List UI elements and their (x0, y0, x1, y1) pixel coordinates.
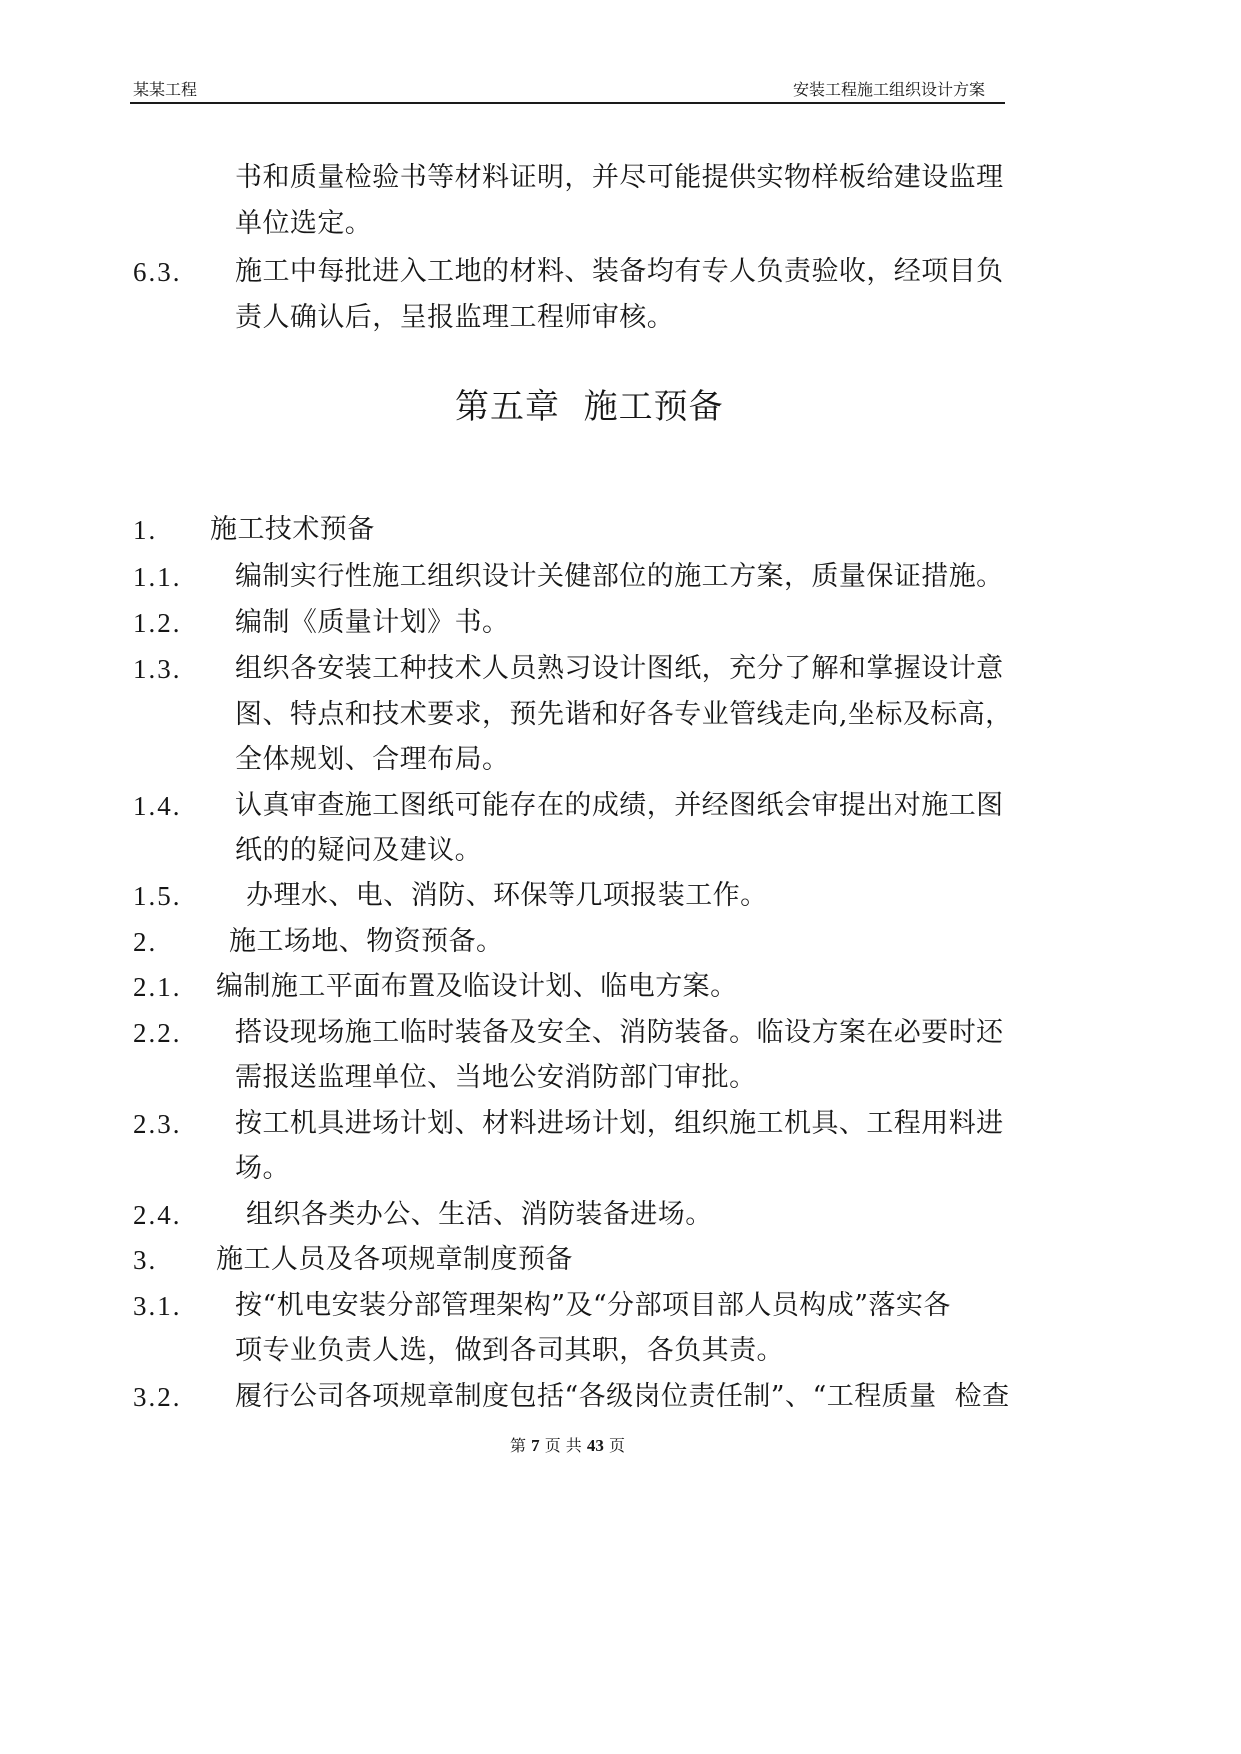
paragraph-line: 组织各类办公、生活、消防装备进场。 (246, 1199, 713, 1230)
header-rule (130, 102, 1005, 104)
section-heading: 施工技术预备 (210, 514, 375, 545)
paragraph-line: 全体规划、合理布局。 (235, 744, 510, 775)
footer-label-pages: 页 (608, 1436, 625, 1455)
section-heading: 施工人员及各项规章制度预备 (216, 1244, 573, 1275)
paragraph-line: 搭设现场施工临时装备及安全、消防装备。临设方案在必要时还 (235, 1017, 1004, 1048)
paragraph-line: 办理水、电、消防、环保等几项报装工作。 (246, 880, 768, 911)
paragraph-line: 按工机具进场计划、材料进场计划，组织施工机具、工程用料进 (235, 1108, 1004, 1139)
item-number: 3.1. (133, 1291, 182, 1321)
header-project-name: 某某工程 (133, 80, 198, 99)
header-document-title: 安装工程施工组织设计方案 (792, 80, 985, 99)
item-number: 2.4. (133, 1200, 182, 1230)
paragraph-line: 编制施工平面布置及临设计划、临电方案。 (216, 971, 738, 1002)
item-number: 1.2. (133, 608, 182, 638)
paragraph-line: 单位选定。 (235, 208, 373, 239)
section-heading: 施工场地、物资预备。 (229, 926, 504, 957)
paragraph-line: 场。 (235, 1153, 290, 1184)
paragraph-line: 书和质量检验书等材料证明，并尽可能提供实物样板给建设监理 (235, 162, 1004, 193)
paragraph-line: 需报送监理单位、当地公安消防部门审批。 (235, 1062, 757, 1093)
section-number: 2. (133, 927, 158, 957)
paragraph-line: 认真审查施工图纸可能存在的成绩，并经图纸会审提出对施工图 (235, 790, 1004, 821)
item-number: 2.3. (133, 1109, 182, 1139)
paragraph-line: 责人确认后，呈报监理工程师审核。 (235, 302, 675, 333)
paragraph-line: 施工中每批进入工地的材料、装备均有专人负责验收，经项目负 (235, 256, 1004, 287)
paragraph-line: 组织各安装工种技术人员熟习设计图纸，充分了解和掌握设计意 (235, 653, 1004, 684)
item-number: 6.3. (133, 257, 182, 287)
footer-label-of: 页 共 (544, 1436, 582, 1455)
section-number: 3. (133, 1245, 158, 1275)
item-number: 3.2. (133, 1382, 182, 1412)
page-number: 7 (531, 1436, 540, 1455)
page-footer (130, 1436, 1005, 1456)
paragraph-line: 履行公司各项规章制度包括“各级岗位责任制”、“工程质量 检查 (235, 1381, 1010, 1412)
footer-label-page: 第 (510, 1436, 527, 1455)
paragraph-line: 编制实行性施工组织设计关健部位的施工方案，质量保证措施。 (235, 561, 1004, 592)
paragraph-line: 图、特点和技术要求，预先谐和好各专业管线走向,坐标及标高， (235, 699, 1013, 730)
paragraph-line: 纸的的疑问及建议。 (235, 835, 483, 866)
item-number: 1.4. (133, 791, 182, 821)
item-number: 1.1. (133, 562, 182, 592)
chapter-title: 第五章 施工预备 (455, 387, 724, 427)
item-number: 1.3. (133, 654, 182, 684)
section-number: 1. (133, 515, 158, 545)
paragraph-line: 按“机电安装分部管理架构”及“分部项目部人员构成”落实各 (235, 1290, 951, 1321)
item-number: 1.5. (133, 881, 182, 911)
item-number: 2.2. (133, 1018, 182, 1048)
paragraph-line: 编制《质量计划》书。 (235, 607, 510, 638)
item-number: 2.1. (133, 972, 182, 1002)
total-pages: 43 (586, 1436, 604, 1455)
paragraph-line: 项专业负责人选，做到各司其职，各负其责。 (235, 1335, 784, 1366)
